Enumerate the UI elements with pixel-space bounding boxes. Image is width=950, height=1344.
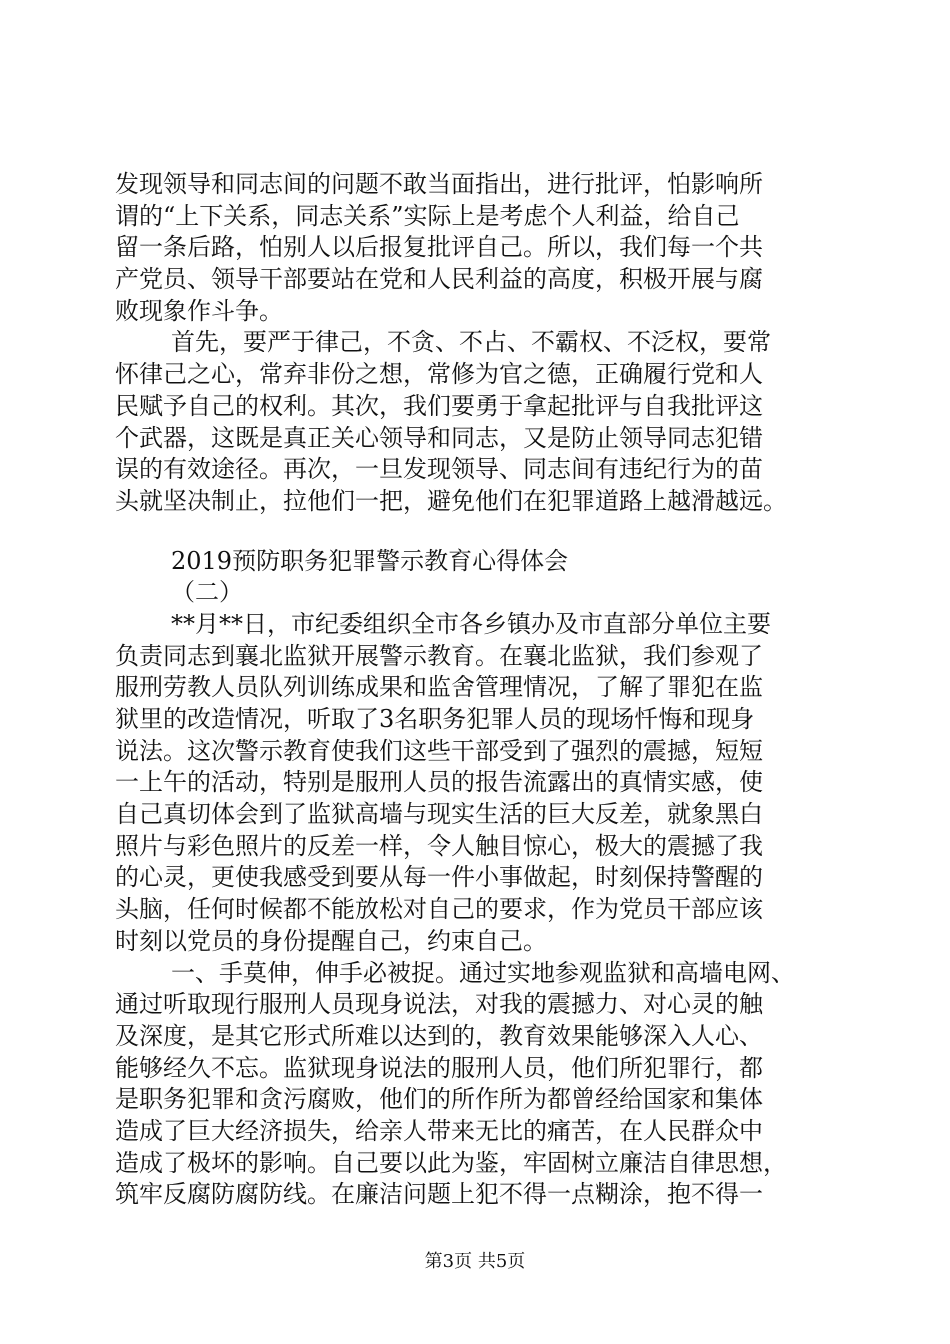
paragraph-line: 能够经久不忘。监狱现身说法的服刑人员，他们所犯罪行，都	[115, 1054, 763, 1082]
paragraph-line: 留一条后路，怕别人以后报复批评自己。所以，我们每一个共	[115, 233, 763, 261]
paragraph-line: 说法。这次警示教育使我们这些干部受到了强烈的震撼，短短	[115, 737, 763, 765]
page-footer: 第3页 共5页	[424, 1251, 526, 1272]
paragraph-line: 谓的“上下关系，同志关系”实际上是考虑个人利益，给自己	[115, 202, 740, 230]
paragraph-line: 民赋予自己的权利。其次，我们要勇于拿起批评与自我批评这	[115, 392, 763, 420]
paragraph-line: 头脑，任何时候都不能放松对自己的要求，作为党员干部应该	[115, 895, 763, 923]
paragraph-line: 一上午的活动，特别是服刑人员的报告流露出的真情实感，使	[115, 768, 763, 796]
paragraph-line: 筑牢反腐防腐防线。在廉洁问题上犯不得一点糊涂，抱不得一	[115, 1180, 763, 1208]
paragraph-line: 时刻以党员的身份提醒自己，约束自己。	[115, 927, 547, 955]
section-heading: 2019预防职务犯罪警示教育心得体会	[171, 547, 569, 575]
paragraph-line: 一、手莫伸，伸手必被捉。通过实地参观监狱和高墙电网、	[171, 959, 795, 987]
paragraph-line: 误的有效途径。再次，一旦发现领导、同志间有违纪行为的苗	[115, 455, 763, 483]
paragraph-line: 的心灵，更使我感受到要从每一件小事做起，时刻保持警醒的	[115, 863, 763, 891]
paragraph-line: 负责同志到襄北监狱开展警示教育。在襄北监狱，我们参观了	[115, 642, 763, 670]
paragraph-line: 发现领导和同志间的问题不敢当面指出，进行批评，怕影响所	[115, 170, 763, 198]
paragraph-line: 个武器，这既是真正关心领导和同志，又是防止领导同志犯错	[115, 424, 763, 452]
paragraph-line: 通过听取现行服刑人员现身说法，对我的震撼力、对心灵的触	[115, 990, 763, 1018]
paragraph-line: 头就坚决制止，拉他们一把，避免他们在犯罪道路上越滑越远。	[115, 487, 787, 515]
paragraph-line: 造成了极坏的影响。自己要以此为鉴，牢固树立廉洁自律思想，	[115, 1149, 787, 1177]
paragraph-line: 首先，要严于律己，不贪、不占、不霸权、不泛权，要常	[171, 328, 771, 356]
paragraph-line: 自己真切体会到了监狱高墙与现实生活的巨大反差，就象黑白	[115, 800, 763, 828]
paragraph-line: 造成了巨大经济损失，给亲人带来无比的痛苦，在人民群众中	[115, 1117, 763, 1145]
paragraph-line: 照片与彩色照片的反差一样，令人触目惊心，极大的震撼了我	[115, 832, 763, 860]
paragraph-line: 怀律己之心，常弃非份之想，常修为官之德，正确履行党和人	[115, 360, 763, 388]
paragraph-line: 是职务犯罪和贪污腐败，他们的所作所为都曾经给国家和集体	[115, 1085, 763, 1113]
paragraph-line: **月**日，市纪委组织全市各乡镇办及市直部分单位主要	[171, 610, 771, 638]
paragraph-line: 败现象作斗争。	[115, 297, 283, 325]
paragraph-line: 服刑劳教人员队列训练成果和监舍管理情况，了解了罪犯在监	[115, 673, 763, 701]
paragraph-line: 及深度，是其它形式所难以达到的，教育效果能够深入人心、	[115, 1022, 763, 1050]
paragraph-line: 狱里的改造情况，听取了3名职务犯罪人员的现场忏悔和现身	[115, 705, 755, 733]
section-subheading: （二）	[171, 578, 243, 606]
paragraph-line: 产党员、领导干部要站在党和人民利益的高度，积极开展与腐	[115, 265, 763, 293]
